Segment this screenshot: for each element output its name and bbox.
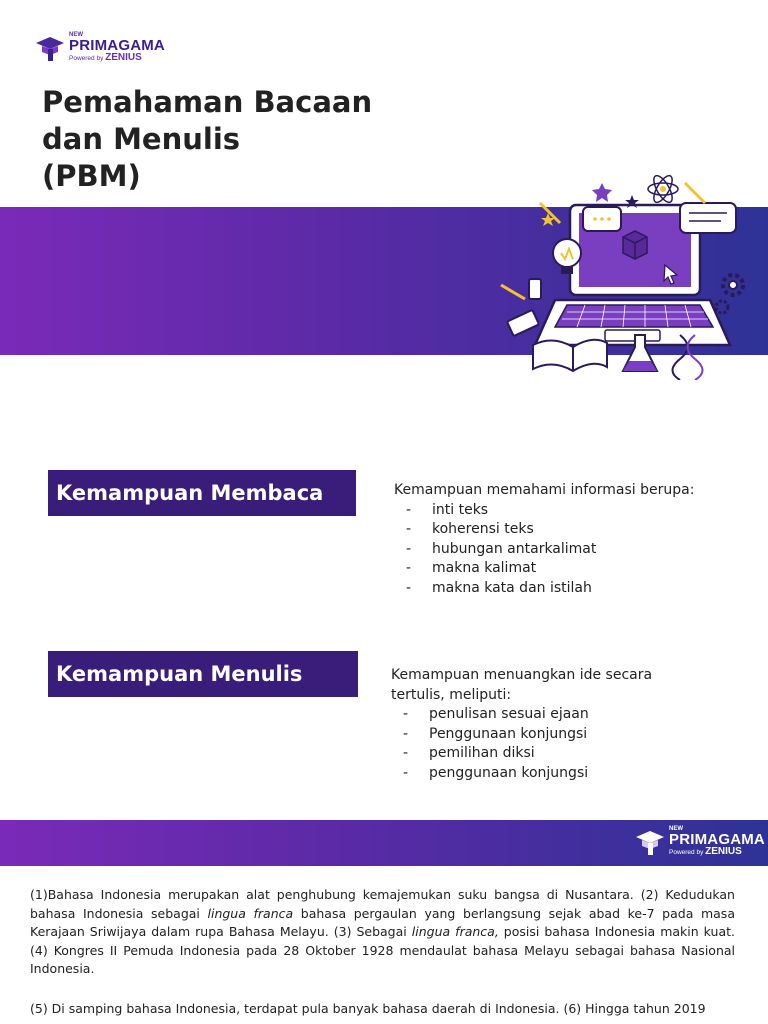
list-item: - koherensi teks	[394, 520, 694, 540]
list-item: - pemilihan diksi	[391, 744, 652, 764]
logo-partner: ZENIUS	[105, 52, 142, 63]
list-item: - penggunaan konjungsi	[391, 764, 652, 784]
menulis-list	[391, 705, 652, 783]
graduation-cap-icon	[34, 35, 66, 61]
list-item: - penulisan sesuai ejaan	[391, 705, 652, 725]
list-item: - makna kalimat	[394, 559, 694, 579]
label-kemampuan-membaca: Kemampuan Membaca	[48, 470, 356, 516]
menulis-description	[391, 666, 652, 783]
menulis-intro-line1: Kemampuan menuangkan ide secara	[391, 667, 653, 683]
logo-powered: Powered by ZENIUS	[69, 52, 142, 63]
logo-brand: PRIMAGAMA	[669, 831, 765, 848]
logo-partner: ZENIUS	[705, 846, 742, 857]
passage-paragraph-2: (5) Di samping bahasa Indonesia, terdapat pula banyak bahasa daerah di Indonesia. (6) Hingga tahun 2019	[30, 1001, 706, 1016]
membaca-list	[394, 501, 694, 599]
primagama-logo	[34, 32, 165, 63]
laptop-illustration	[495, 175, 755, 380]
list-item: - makna kata dan istilah	[394, 579, 694, 599]
logo-brand: PRIMAGAMA	[69, 37, 165, 54]
list-item: - inti teks	[394, 501, 694, 521]
page-title: Pemahaman Bacaan dan Menulis (PBM)	[42, 85, 373, 193]
list-item: - hubungan antarkalimat	[394, 540, 694, 560]
passage-paragraph-1: (1)Bahasa Indonesia merupakan alat penghubung kemajemukan suku bangsa di Nusantara. (2) Kedudukan bahasa Indonesia sebagai lingua franca bahasa pergaulan yang berlangsung sejak abad ke-7 pada masa Kerajaan Sriwijaya dalam rupa Bahasa Melayu. (3) Sebagai lingua franca, posisi bahasa Indonesia makin kuat. (4) Kongres II Pemuda Indonesia pada 28 Oktober 1928 mendaulat bahasa Melayu sebagai bahasa Nasional Indonesia.	[30, 887, 735, 977]
membaca-description	[394, 481, 694, 598]
membaca-intro: Kemampuan memahami informasi berupa:	[394, 482, 695, 498]
primagama-logo-footer	[634, 826, 765, 857]
list-item: - Penggunaan konjungsi	[391, 725, 652, 745]
logo-new: NEW	[69, 32, 83, 38]
logo-new: NEW	[669, 826, 683, 832]
logo-powered: Powered by ZENIUS	[669, 846, 742, 857]
graduation-cap-icon	[634, 829, 666, 855]
label-kemampuan-menulis: Kemampuan Menulis	[48, 651, 358, 697]
menulis-intro-line2: tertulis, meliputi:	[391, 686, 512, 703]
